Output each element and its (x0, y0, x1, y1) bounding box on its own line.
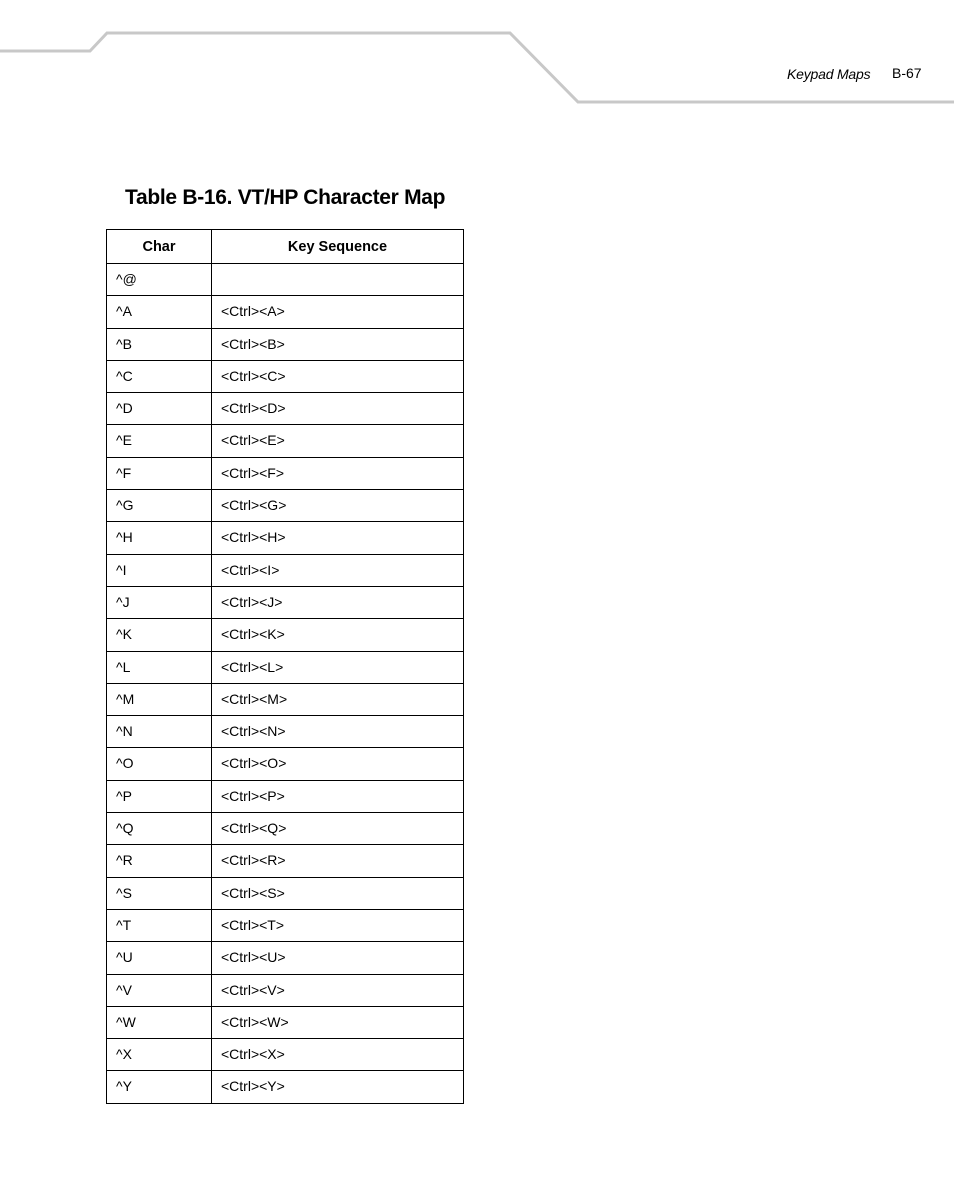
char-cell: ^G (107, 490, 212, 522)
table-row (107, 780, 464, 812)
key-sequence-cell: <Ctrl><P> (212, 780, 464, 812)
running-head-section: Keypad Maps (787, 66, 871, 82)
key-sequence-cell (212, 264, 464, 296)
key-sequence-cell: <Ctrl><C> (212, 360, 464, 392)
table-row (107, 425, 464, 457)
table-row (107, 683, 464, 715)
key-sequence-cell: <Ctrl><T> (212, 909, 464, 941)
table-row (107, 813, 464, 845)
table-row (107, 1071, 464, 1103)
char-cell: ^Y (107, 1071, 212, 1103)
char-cell: ^C (107, 360, 212, 392)
key-sequence-cell: <Ctrl><V> (212, 974, 464, 1006)
running-head (760, 65, 930, 85)
table-row (107, 651, 464, 683)
table-row (107, 522, 464, 554)
key-sequence-cell: <Ctrl><I> (212, 554, 464, 586)
table-row (107, 264, 464, 296)
table-row (107, 586, 464, 618)
table-row (107, 554, 464, 586)
table-row (107, 748, 464, 780)
table-row (107, 877, 464, 909)
char-cell: ^K (107, 619, 212, 651)
column-header-key-sequence: Key Sequence (212, 230, 464, 264)
page-number: B-67 (892, 65, 922, 81)
char-cell: ^M (107, 683, 212, 715)
table-row (107, 619, 464, 651)
table-row (107, 360, 464, 392)
char-cell: ^H (107, 522, 212, 554)
key-sequence-cell: <Ctrl><D> (212, 393, 464, 425)
char-cell: ^A (107, 296, 212, 328)
key-sequence-cell: <Ctrl><L> (212, 651, 464, 683)
char-cell: ^@ (107, 264, 212, 296)
key-sequence-cell: <Ctrl><Y> (212, 1071, 464, 1103)
char-cell: ^E (107, 425, 212, 457)
key-sequence-cell: <Ctrl><E> (212, 425, 464, 457)
table-row (107, 393, 464, 425)
key-sequence-cell: <Ctrl><W> (212, 1006, 464, 1038)
header-rule (0, 0, 954, 110)
char-cell: ^N (107, 716, 212, 748)
char-cell: ^R (107, 845, 212, 877)
table-row (107, 974, 464, 1006)
table-title: Table B-16. VT/HP Character Map (125, 186, 446, 209)
char-cell: ^T (107, 909, 212, 941)
char-cell: ^I (107, 554, 212, 586)
table-row (107, 845, 464, 877)
table-body (107, 264, 464, 1104)
char-cell: ^J (107, 586, 212, 618)
key-sequence-cell: <Ctrl><M> (212, 683, 464, 715)
char-cell: ^V (107, 974, 212, 1006)
char-cell: ^O (107, 748, 212, 780)
table-row (107, 328, 464, 360)
table-row (107, 1006, 464, 1038)
key-sequence-cell: <Ctrl><U> (212, 942, 464, 974)
key-sequence-cell: <Ctrl><B> (212, 328, 464, 360)
char-cell: ^D (107, 393, 212, 425)
key-sequence-cell: <Ctrl><N> (212, 716, 464, 748)
char-cell: ^W (107, 1006, 212, 1038)
char-cell: ^Q (107, 813, 212, 845)
char-cell: ^P (107, 780, 212, 812)
char-cell: ^L (107, 651, 212, 683)
table-row (107, 490, 464, 522)
char-cell: ^U (107, 942, 212, 974)
key-sequence-cell: <Ctrl><S> (212, 877, 464, 909)
char-cell: ^S (107, 877, 212, 909)
key-sequence-cell: <Ctrl><R> (212, 845, 464, 877)
key-sequence-cell: <Ctrl><F> (212, 457, 464, 489)
table-row (107, 942, 464, 974)
column-header-char: Char (107, 230, 212, 264)
key-sequence-cell: <Ctrl><J> (212, 586, 464, 618)
key-sequence-cell: <Ctrl><H> (212, 522, 464, 554)
character-map-table (106, 229, 464, 1104)
table-row (107, 1039, 464, 1071)
key-sequence-cell: <Ctrl><O> (212, 748, 464, 780)
table-row (107, 296, 464, 328)
key-sequence-cell: <Ctrl><X> (212, 1039, 464, 1071)
key-sequence-cell: <Ctrl><K> (212, 619, 464, 651)
table-row (107, 457, 464, 489)
table-row (107, 716, 464, 748)
key-sequence-cell: <Ctrl><Q> (212, 813, 464, 845)
char-cell: ^B (107, 328, 212, 360)
table-header-row (107, 230, 464, 264)
key-sequence-cell: <Ctrl><G> (212, 490, 464, 522)
char-cell: ^X (107, 1039, 212, 1071)
key-sequence-cell: <Ctrl><A> (212, 296, 464, 328)
table-row (107, 909, 464, 941)
char-cell: ^F (107, 457, 212, 489)
